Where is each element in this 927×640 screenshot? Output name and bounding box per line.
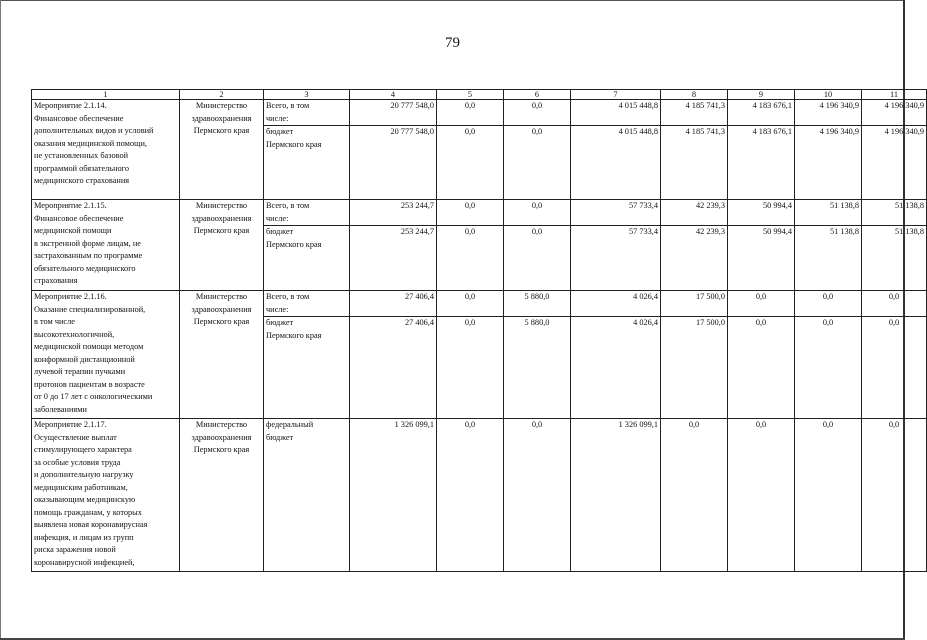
value-cell: 0,0: [437, 100, 504, 126]
value-cell: 1 326 099,1: [350, 419, 437, 572]
event-name-cell: Мероприятие 2.1.15. Финансовое обеспечение медицинской помощи в экстренной форме лицам, не застрахованным по программе обязательного медицинского страхования: [32, 200, 180, 291]
value-cell: 0,0: [437, 226, 504, 291]
funding-source-cell: бюджет Пермского края: [264, 226, 350, 291]
value-cell: 4 185 741,3: [661, 100, 728, 126]
funding-source-cell: Всего, в том числе:: [264, 100, 350, 126]
value-cell: 0,0: [795, 419, 862, 572]
value-cell: 0,0: [504, 419, 571, 572]
funding-source-cell: бюджет Пермского края: [264, 126, 350, 200]
value-cell: 0,0: [437, 317, 504, 419]
value-cell: 4 196 340,9: [862, 100, 927, 126]
value-cell: 253 244,7: [350, 226, 437, 291]
value-cell: 4 183 676,1: [728, 126, 795, 200]
executor-cell: Министерство здравоохранения Пермского края: [180, 291, 264, 419]
column-header: 9: [728, 90, 795, 100]
value-cell: 27 406,4: [350, 291, 437, 317]
value-cell: 20 777 548,0: [350, 126, 437, 200]
value-cell: 0,0: [504, 100, 571, 126]
funding-source-cell: федеральный бюджет: [264, 419, 350, 572]
value-cell: 0,0: [728, 317, 795, 419]
column-header: 7: [571, 90, 661, 100]
table-row: [32, 100, 927, 126]
column-header: 6: [504, 90, 571, 100]
funding-source-cell: Всего, в том числе:: [264, 200, 350, 226]
value-cell: 42 239,3: [661, 200, 728, 226]
value-cell: 0,0: [728, 291, 795, 317]
scan-border-top: [0, 0, 905, 1]
value-cell: 4 026,4: [571, 317, 661, 419]
value-cell: 20 777 548,0: [350, 100, 437, 126]
event-name-cell: Мероприятие 2.1.17. Осуществление выплат стимулирующего характера за особые условия труда и дополнительную нагрузку медицинским работникам, оказывающим медицинскую помощь гражданам, у которых выявлена новая коронавирусная инфекция, и лицам из групп риска заражения новой коронавирусной инфекцией,: [32, 419, 180, 572]
column-header: 5: [437, 90, 504, 100]
table-header-row: [32, 90, 927, 100]
column-header: 4: [350, 90, 437, 100]
value-cell: 4 196 340,9: [862, 126, 927, 200]
value-cell: 0,0: [504, 226, 571, 291]
value-cell: 4 185 741,3: [661, 126, 728, 200]
value-cell: 253 244,7: [350, 200, 437, 226]
table-row: [32, 419, 927, 572]
value-cell: 1 326 099,1: [571, 419, 661, 572]
value-cell: 0,0: [862, 419, 927, 572]
value-cell: 0,0: [504, 200, 571, 226]
value-cell: 0,0: [437, 126, 504, 200]
column-header: 3: [264, 90, 350, 100]
value-cell: 0,0: [437, 200, 504, 226]
budget-table: [31, 89, 927, 572]
executor-cell: Министерство здравоохранения Пермского края: [180, 419, 264, 572]
value-cell: 51 138,8: [862, 200, 927, 226]
value-cell: 5 880,0: [504, 317, 571, 419]
value-cell: 4 015 448,8: [571, 100, 661, 126]
value-cell: 57 733,4: [571, 200, 661, 226]
value-cell: 4 196 340,9: [795, 100, 862, 126]
table-row: [32, 291, 927, 317]
event-name-cell: Мероприятие 2.1.14. Финансовое обеспечение дополнительных видов и условий оказания медицинской помощи, не установленных базовой программой обязательного медицинского страхования: [32, 100, 180, 200]
value-cell: 0,0: [728, 419, 795, 572]
value-cell: 17 500,0: [661, 317, 728, 419]
table-row: [32, 200, 927, 226]
value-cell: 0,0: [661, 419, 728, 572]
page-number: 79: [445, 35, 460, 51]
value-cell: 0,0: [795, 291, 862, 317]
value-cell: 57 733,4: [571, 226, 661, 291]
value-cell: 4 015 448,8: [571, 126, 661, 200]
value-cell: 0,0: [437, 291, 504, 317]
value-cell: 0,0: [504, 126, 571, 200]
value-cell: 17 500,0: [661, 291, 728, 317]
funding-source-cell: Всего, в том числе:: [264, 291, 350, 317]
value-cell: 27 406,4: [350, 317, 437, 419]
value-cell: 0,0: [862, 291, 927, 317]
funding-source-cell: бюджет Пермского края: [264, 317, 350, 419]
value-cell: 4 183 676,1: [728, 100, 795, 126]
column-header: 10: [795, 90, 862, 100]
value-cell: 50 994,4: [728, 200, 795, 226]
value-cell: 42 239,3: [661, 226, 728, 291]
column-header: 2: [180, 90, 264, 100]
column-header: 1: [32, 90, 180, 100]
value-cell: 0,0: [795, 317, 862, 419]
value-cell: 51 138,8: [795, 226, 862, 291]
event-name-cell: Мероприятие 2.1.16. Оказание специализированной, в том числе высокотехнологичной, медицинской помощи методом конформной дистанционной лучевой терапии пучками протонов пациентам в возрасте от 0 до 17 лет с онкологическими заболеваниями: [32, 291, 180, 419]
executor-cell: Министерство здравоохранения Пермского края: [180, 100, 264, 200]
executor-cell: Министерство здравоохранения Пермского края: [180, 200, 264, 291]
column-header: 11: [862, 90, 927, 100]
value-cell: 5 880,0: [504, 291, 571, 317]
value-cell: 0,0: [437, 419, 504, 572]
value-cell: 0,0: [862, 317, 927, 419]
value-cell: 51 138,8: [795, 200, 862, 226]
value-cell: 4 196 340,9: [795, 126, 862, 200]
scan-border-left: [0, 0, 1, 640]
value-cell: 4 026,4: [571, 291, 661, 317]
value-cell: 51 138,8: [862, 226, 927, 291]
column-header: 8: [661, 90, 728, 100]
value-cell: 50 994,4: [728, 226, 795, 291]
